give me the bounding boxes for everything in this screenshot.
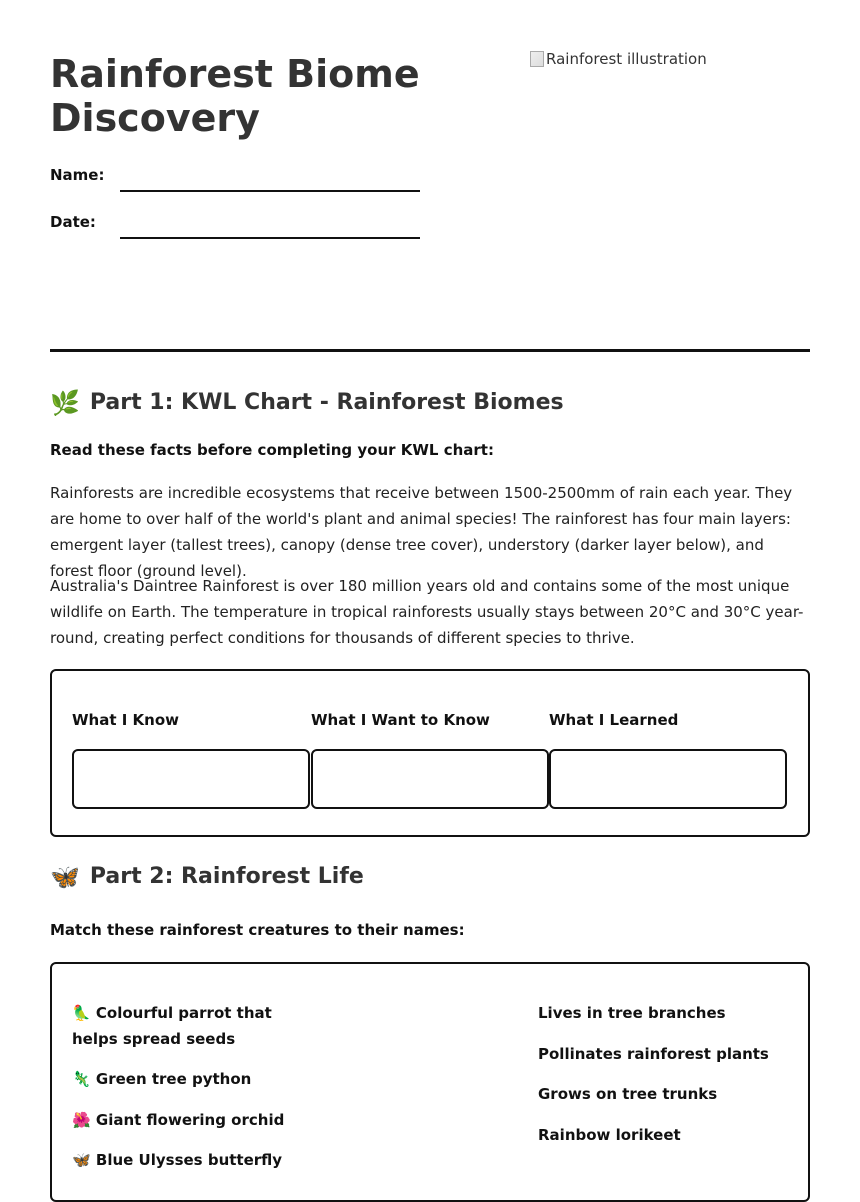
kwl-column-know: [72, 711, 310, 809]
match-item[interactable]: Rainbow lorikeet: [538, 1126, 681, 1144]
part1-heading: [50, 390, 564, 415]
matching-activity: [50, 962, 810, 1202]
kwl-header-learned: What I Learned: [549, 711, 679, 729]
date-label: Date:: [50, 213, 96, 231]
herb-icon: 🌿: [50, 388, 80, 417]
fact-paragraph-2: Australia's Daintree Rainforest is over 180 million years old and contains some of the most unique wildlife on Earth. The temperature in tropical rainforests usually stays between 20°C and 30°C year-round, creating perfect conditions for thousands of different species to thrive.: [50, 577, 804, 647]
image-alt-text: Rainforest illustration: [546, 50, 707, 68]
part1-heading-text: Part 1: KWL Chart - Rainforest Biomes: [89, 390, 564, 415]
creature-item[interactable]: 🦎 Green tree python: [72, 1070, 252, 1088]
kwl-column-want: [311, 711, 549, 809]
match-item[interactable]: Grows on tree trunks: [538, 1085, 718, 1103]
kwl-input-learned[interactable]: [549, 749, 787, 809]
kwl-header-know: What I Know: [72, 711, 180, 729]
kwl-column-learned: [549, 711, 787, 809]
section-divider: [50, 349, 810, 352]
kwl-input-know[interactable]: [72, 749, 310, 809]
part2-heading-text: Part 2: Rainforest Life: [89, 864, 364, 889]
date-input-line[interactable]: [120, 237, 420, 239]
fact-paragraph-1: Rainforests are incredible ecosystems that receive between 1500-2500mm of rain each year. They are home to over half of the world's plant and animal species! The rainforest has four main layers: emergent layer (tallest trees), canopy (dense tree cover), understory (darker layer below), and forest floor (ground level).: [50, 484, 793, 580]
name-input-line[interactable]: [120, 190, 420, 192]
kwl-chart: [50, 669, 810, 837]
worksheet-title: Rainforest Biome Discovery: [50, 52, 420, 140]
part2-instructions: Match these rainforest creatures to their names:: [50, 921, 465, 939]
part2-heading: [50, 864, 364, 889]
butterfly-icon: 🦋: [50, 862, 80, 891]
broken-image-icon: [530, 51, 544, 67]
match-item[interactable]: Lives in tree branches: [538, 1004, 726, 1022]
creature-item[interactable]: 🦋 Blue Ulysses butterfly: [72, 1151, 283, 1169]
name-label: Name:: [50, 166, 105, 184]
creature-item[interactable]: 🦜 Colourful parrot that helps spread seeds: [72, 1004, 272, 1048]
kwl-header-want: What I Want to Know: [311, 711, 490, 729]
kwl-input-want[interactable]: [311, 749, 549, 809]
creature-item[interactable]: 🌺 Giant flowering orchid: [72, 1111, 285, 1129]
name-field: [50, 166, 420, 184]
rainforest-image: [530, 50, 707, 68]
part1-instructions: Read these facts before completing your KWL chart:: [50, 441, 494, 459]
match-item[interactable]: Pollinates rainforest plants: [538, 1045, 769, 1063]
date-field: [50, 213, 420, 231]
